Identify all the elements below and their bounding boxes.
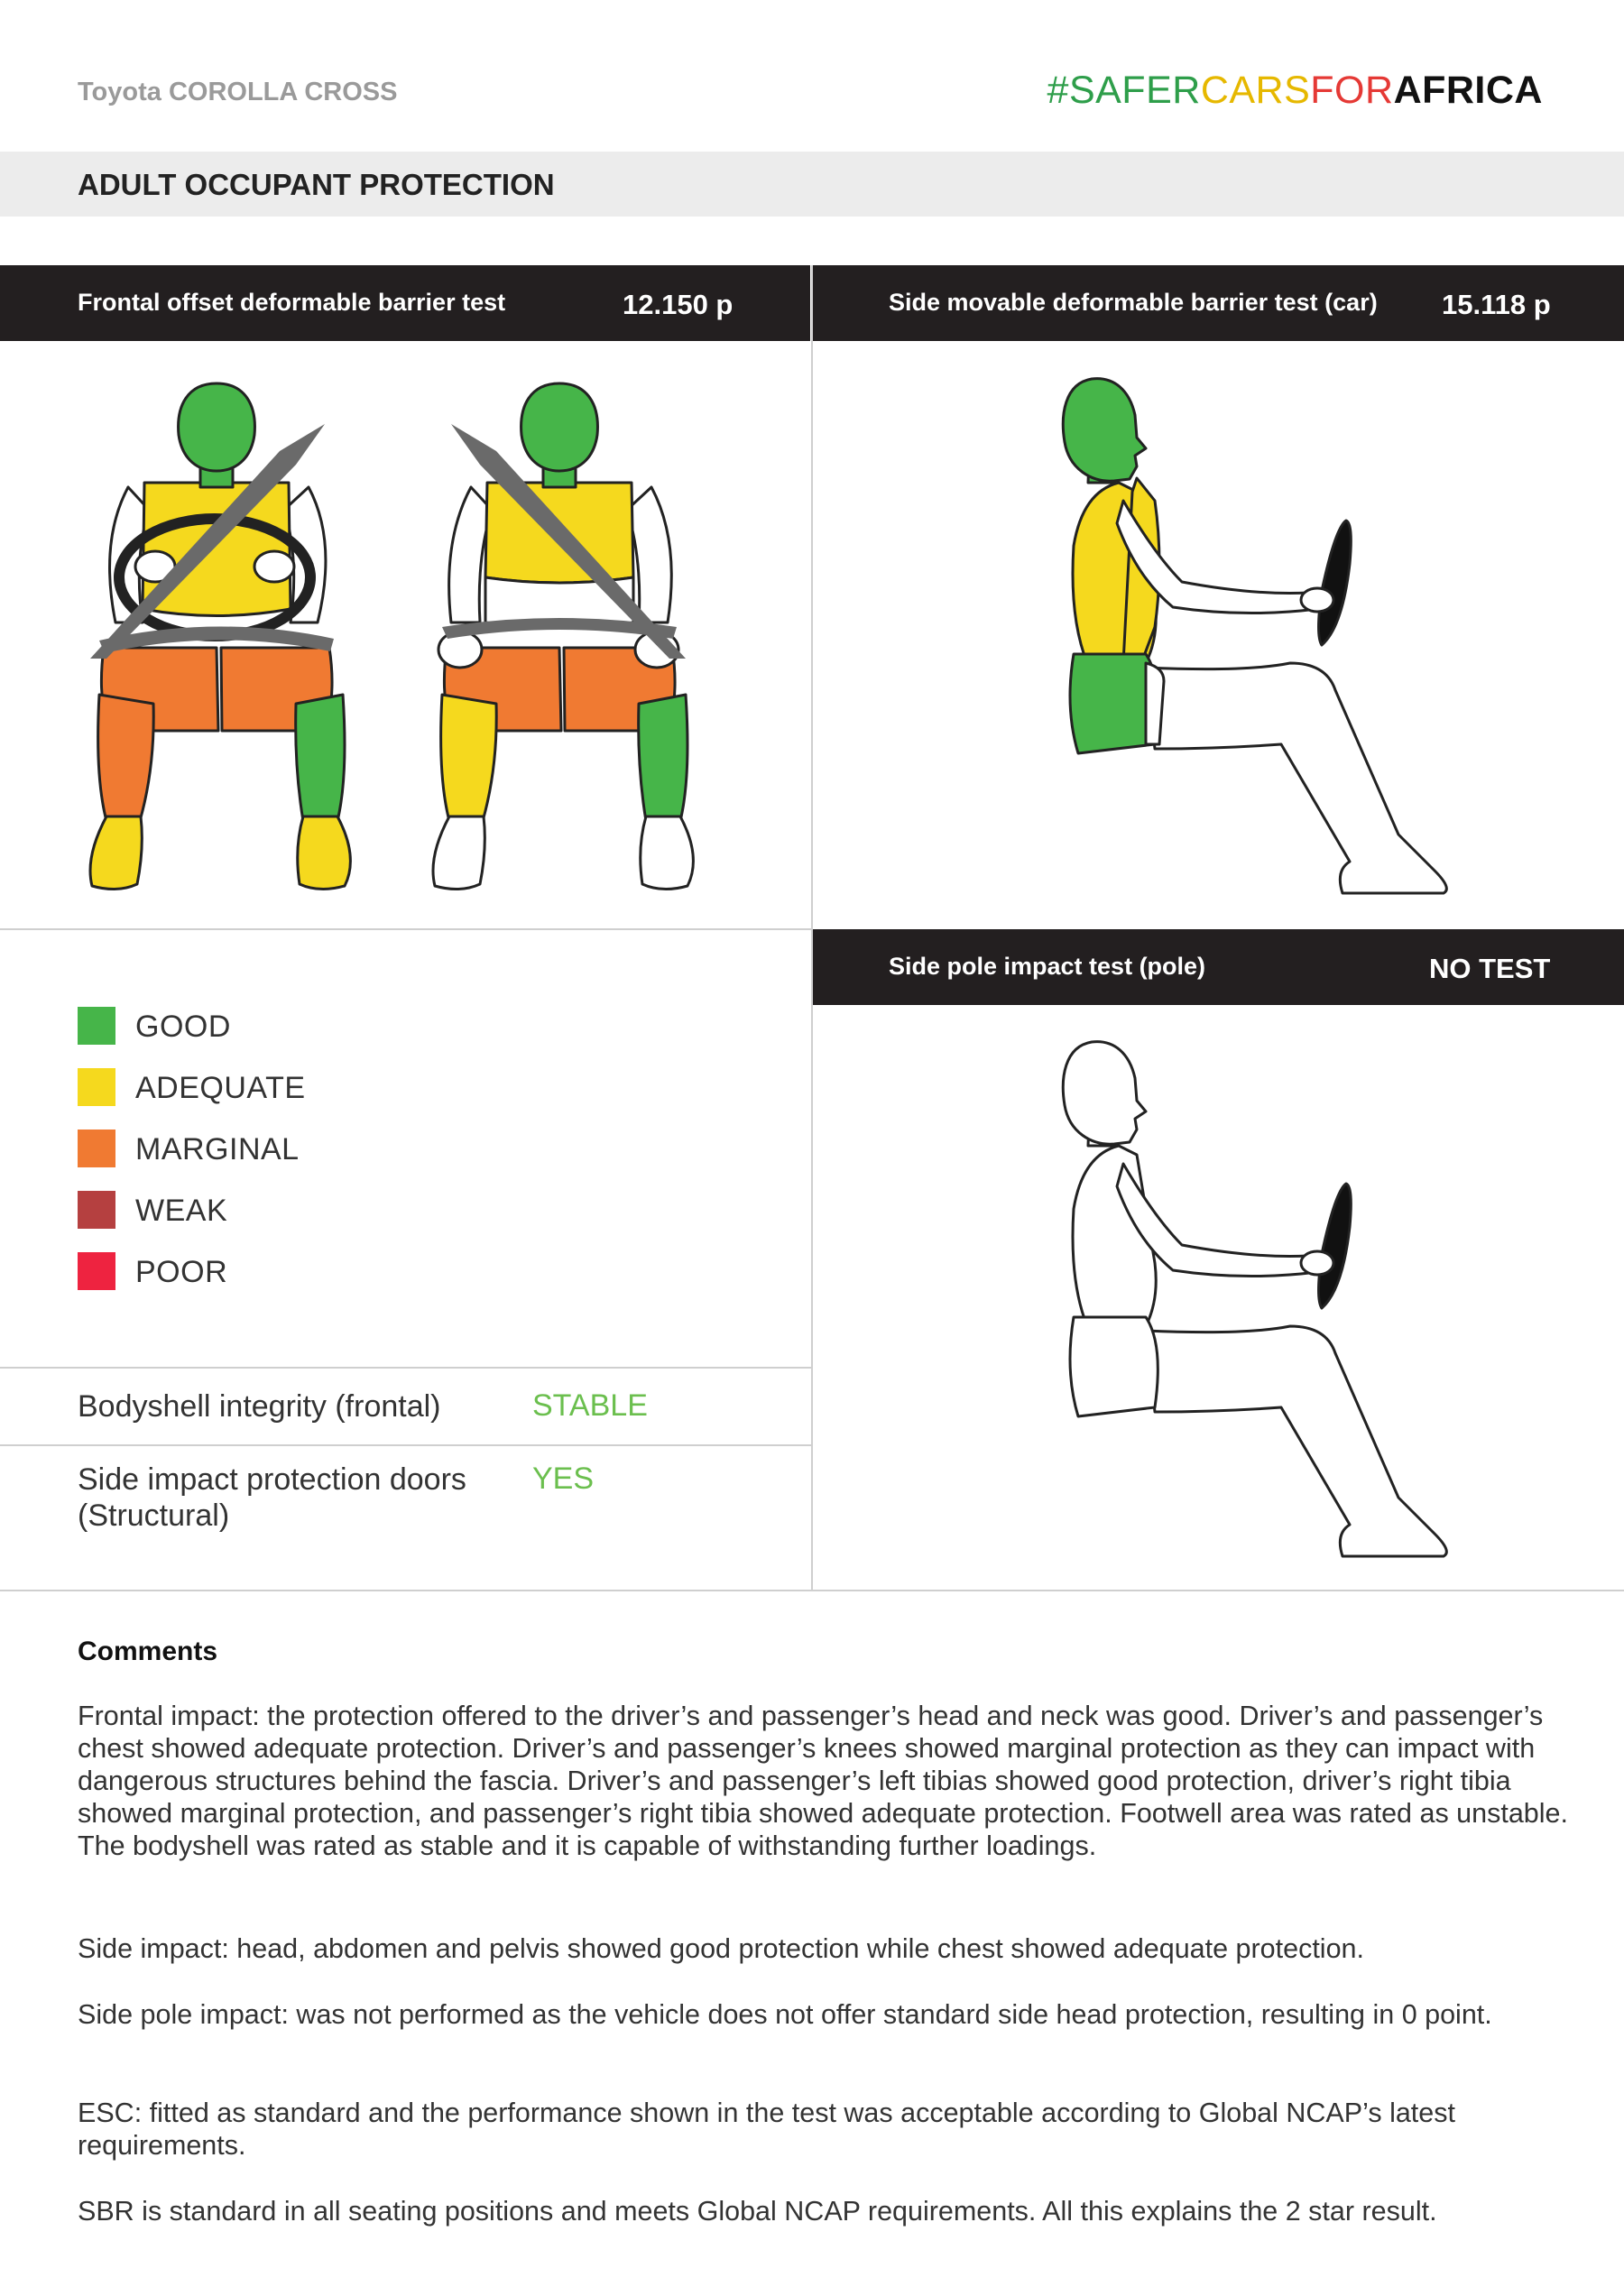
vehicle-make: Toyota bbox=[78, 78, 161, 106]
divider-figure-legend bbox=[0, 928, 812, 930]
side-doors-value: YES bbox=[532, 1462, 595, 1496]
divider-legend-ratings bbox=[0, 1367, 812, 1369]
driver-left-foot bbox=[298, 816, 351, 890]
tagline-part-for: FOR bbox=[1310, 69, 1394, 112]
legend-swatch-weak bbox=[78, 1191, 115, 1229]
vehicle-model-name: COROLLA CROSS bbox=[168, 78, 398, 106]
passenger-left-tibia bbox=[639, 695, 687, 821]
side-pole-pelvis bbox=[1070, 1317, 1158, 1416]
comments-title: Comments bbox=[78, 1637, 218, 1666]
legend-label-weak: WEAK bbox=[135, 1194, 228, 1228]
frontal-test-label: Frontal offset deformable barrier test bbox=[78, 289, 506, 316]
divider-comments bbox=[0, 1590, 1624, 1591]
side-barrier-hand bbox=[1301, 588, 1333, 612]
side-barrier-test-label: Side movable deformable barrier test (car) bbox=[889, 289, 1378, 316]
legend-label-good: GOOD bbox=[135, 1010, 231, 1044]
bodyshell-label: Bodyshell integrity (frontal) bbox=[78, 1389, 441, 1424]
driver-dummy bbox=[90, 383, 350, 890]
comment-side: Side impact: head, abdomen and pelvis showed good protection while chest showed adequate protection. bbox=[78, 1933, 1364, 1964]
legend-label-adequate: ADEQUATE bbox=[135, 1071, 306, 1105]
legend-label-poor: POOR bbox=[135, 1255, 228, 1289]
side-pole-leg bbox=[1146, 1326, 1446, 1556]
side-pole-test-score: NO TEST bbox=[1429, 953, 1551, 984]
side-barrier-leg bbox=[1146, 663, 1446, 893]
side-pole-hand bbox=[1301, 1251, 1333, 1275]
driver-right-tibia bbox=[98, 695, 154, 821]
frontal-test-score: 12.150 p bbox=[623, 289, 734, 320]
legend-swatch-poor bbox=[78, 1252, 115, 1290]
bodyshell-value: STABLE bbox=[532, 1388, 648, 1423]
section-title: ADULT OCCUPANT PROTECTION bbox=[78, 168, 555, 201]
side-pole-test-label: Side pole impact test (pole) bbox=[889, 953, 1206, 980]
tagline-part-safer: #SAFER bbox=[1047, 69, 1201, 112]
passenger-left-foot bbox=[641, 816, 694, 890]
comment-frontal: Frontal impact: the protection offered to the driver’s and passenger’s head and neck was good. Driver’s and passenger’s chest showed adequate protection. Driver’s and passenger’s knees showed marginal protection as they can impact with dangerous structures behind the fascia. Driver’s and passenger’s left tibias showed good protection, driver’s right tibia showed marginal protection, and passenger’s right tibia showed adequate protection. Footwell area was rated as unstable. The bodyshell was rated as stable and it is capable of withstanding further loadings. bbox=[78, 1701, 1568, 1861]
side-doors-label: Side impact protection doors (Structural) bbox=[78, 1462, 466, 1533]
vehicle-model bbox=[78, 78, 397, 107]
passenger-dummy bbox=[433, 383, 693, 890]
comment-side-pole: Side pole impact: was not performed as the vehicle does not offer standard side head protection, resulting in 0 point. bbox=[78, 1999, 1492, 2030]
tagline-part-cars: CARS bbox=[1200, 69, 1311, 112]
passenger-right-tibia bbox=[441, 695, 497, 821]
legend-swatch-adequate bbox=[78, 1068, 115, 1106]
frontal-dummies-figure bbox=[54, 352, 722, 902]
driver-right-hand bbox=[254, 551, 294, 582]
passenger-head bbox=[521, 383, 598, 471]
side-pole-steering-wheel bbox=[1319, 1184, 1352, 1308]
legend-label-marginal: MARGINAL bbox=[135, 1132, 300, 1166]
side-barrier-dummy-figure bbox=[1010, 365, 1480, 898]
comment-esc: ESC: fitted as standard and the performance shown in the test was acceptable according to Global NCAP’s latest requirements. bbox=[78, 2098, 1455, 2161]
driver-head bbox=[179, 383, 255, 471]
legend-swatch-marginal bbox=[78, 1130, 115, 1167]
frontal-test-bar bbox=[0, 265, 810, 341]
side-pole-head bbox=[1063, 1042, 1146, 1145]
campaign-tagline bbox=[1047, 69, 1543, 113]
side-barrier-hip-edge bbox=[1146, 663, 1164, 744]
passenger-right-foot bbox=[433, 816, 484, 890]
driver-left-tibia bbox=[296, 695, 345, 821]
tagline-part-africa: AFRICA bbox=[1393, 69, 1543, 112]
side-pole-test-bar bbox=[813, 929, 1624, 1005]
side-barrier-head bbox=[1063, 379, 1146, 482]
divider-ratings bbox=[0, 1444, 812, 1446]
comment-sbr: SBR is standard in all seating positions and meets Global NCAP requirements. All this explains the 2 star result. bbox=[78, 2196, 1437, 2227]
side-pole-dummy-figure bbox=[1010, 1028, 1480, 1561]
side-barrier-steering-wheel bbox=[1319, 521, 1352, 645]
passenger-left-hand bbox=[438, 632, 482, 668]
side-barrier-test-score: 15.118 p bbox=[1442, 289, 1551, 320]
side-barrier-test-bar bbox=[813, 265, 1624, 341]
driver-right-foot bbox=[90, 816, 142, 890]
legend-swatch-good bbox=[78, 1007, 115, 1045]
